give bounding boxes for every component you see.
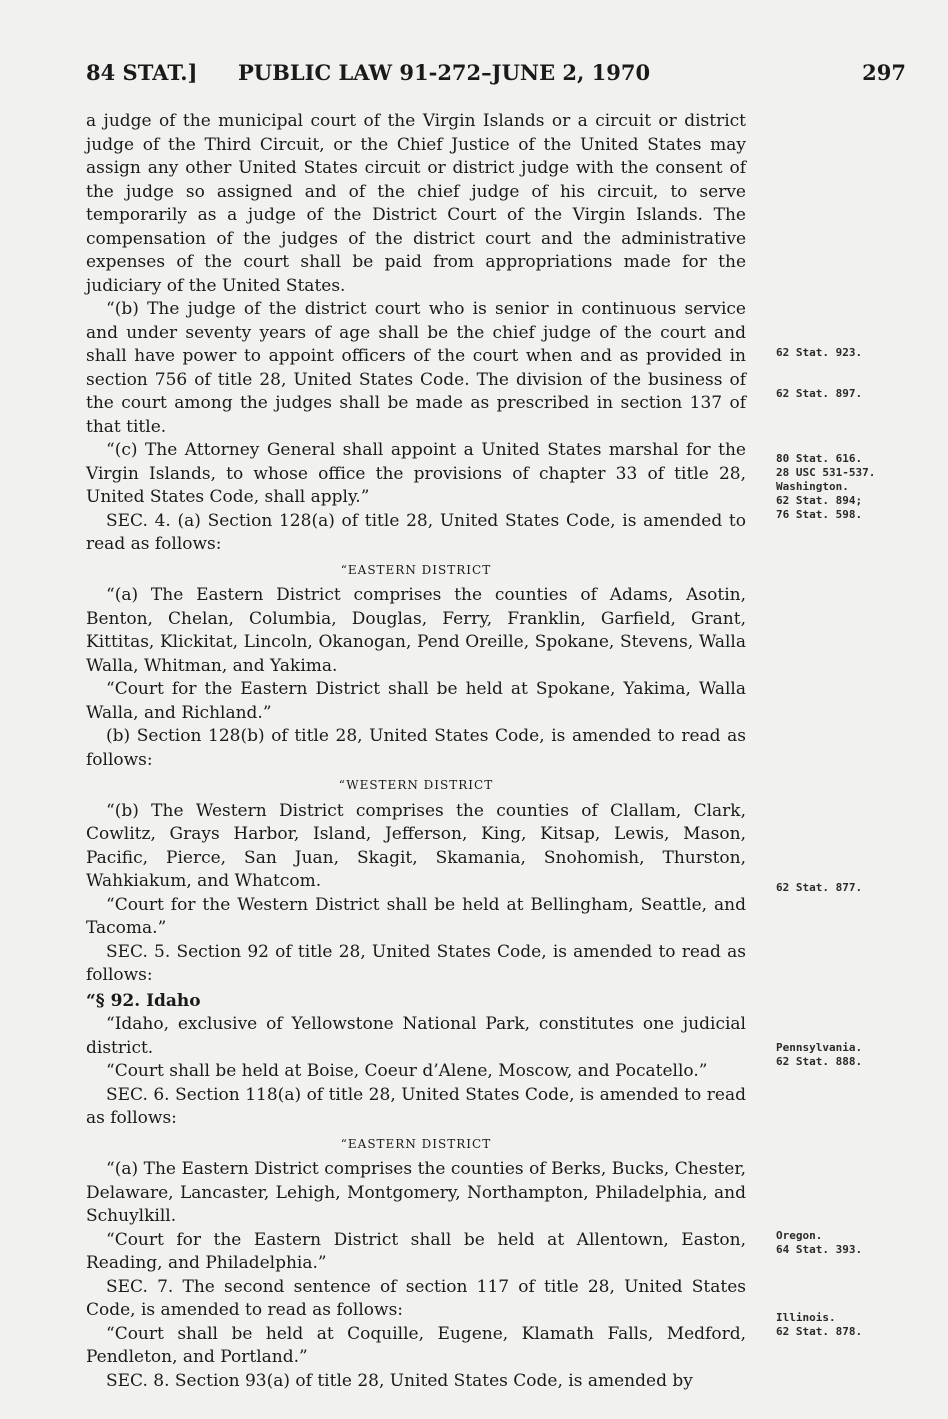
paragraph: “(c) The Attorney General shall appoint a United States marshal for the Virgin Islands, to whose office the provisions of chapter 33 of title 28, United States Code, shall apply.” xyxy=(86,440,746,507)
margin-note xyxy=(776,1311,936,1339)
law-text xyxy=(86,110,746,1393)
margin-note xyxy=(776,346,936,360)
margin-citation: 80 Stat. 616. xyxy=(776,452,863,465)
paragraph: “Court for the Eastern District shall be held at Allentown, Easton, Reading, and Philadelphia.” xyxy=(86,1229,746,1273)
paragraph: “(b) The Western District comprises the counties of Clallam, Clark, Cowlitz, Grays Harbor, Island, Jefferson, King, Kitsap, Lewis, Mason, Pacific, Pierce, San Juan, Skagit, Skamania, Snohomish, Thurston, Wahkiakum, and Whatcom. xyxy=(86,800,746,891)
margin-citation: 28 USC 531-537. xyxy=(776,466,876,479)
margin-citation: 62 Stat. 894; xyxy=(776,494,863,507)
margin-note xyxy=(776,1229,936,1257)
statute-volume: 84 STAT.] xyxy=(86,60,198,85)
paragraph: “Court for the Western District shall be held at Bellingham, Seattle, and Tacoma.” xyxy=(86,894,746,938)
paragraph: (b) Section 128(b) of title 28, United States Code, is amended to read as follows: xyxy=(86,726,746,770)
section-8-paragraph: SEC. 8. Section 93(a) of title 28, United States Code, is amended by xyxy=(106,1370,693,1391)
section-heading-idaho: “§ 92. Idaho xyxy=(86,990,201,1011)
margin-note xyxy=(776,387,936,401)
margin-state: Illinois. xyxy=(776,1311,836,1324)
heading-western-district: “WESTERN DISTRICT xyxy=(338,778,494,792)
paragraph: “Court for the Eastern District shall be held at Spokane, Yakima, Walla Walla, and Richland.” xyxy=(86,679,746,723)
section-7-paragraph: SEC. 7. The second sentence of section 117 of title 28, United States Code, is amended to read as follows: xyxy=(86,1276,746,1320)
paragraph: “(a) The Eastern District comprises the counties of Adams, Asotin, Benton, Chelan, Columbia, Douglas, Ferry, Franklin, Garfield, Grant, Kittitas, Klickitat, Lincoln, Okanogan, Pend Oreille, Spokane, Stevens, Walla Walla, Whitman, and Yakima. xyxy=(86,585,746,676)
margin-citation: 62 Stat. 923. xyxy=(776,346,863,359)
heading-eastern-district: “EASTERN DISTRICT xyxy=(340,562,492,577)
margin-note xyxy=(776,1041,936,1069)
section-5-paragraph: SEC. 5. Section 92 of title 28, United States Code, is amended to read as follows: xyxy=(86,941,746,985)
paragraph: “Idaho, exclusive of Yellowstone National Park, constitutes one judicial district. xyxy=(86,1014,746,1058)
paragraph: “Court shall be held at Coquille, Eugene, Klamath Falls, Medford, Pendleton, and Portland.” xyxy=(86,1323,746,1367)
margin-citation: 76 Stat. 598. xyxy=(776,508,863,521)
margin-note xyxy=(776,881,936,895)
margin-citation: 62 Stat. 897. xyxy=(776,387,863,400)
paragraph: “Court shall be held at Boise, Coeur d’Alene, Moscow, and Pocatello.” xyxy=(106,1061,708,1081)
page-number: 297 xyxy=(862,60,906,85)
section-6-paragraph: SEC. 6. Section 118(a) of title 28, United States Code, is amended to read as follows: xyxy=(86,1084,746,1128)
margin-state: Pennsylvania. xyxy=(776,1041,863,1054)
paragraph: “(a) The Eastern District comprises the counties of Berks, Bucks, Chester, Delaware, Lancaster, Lehigh, Montgomery, Northampton, Philadelphia, and Schuylkill. xyxy=(86,1159,746,1226)
paragraph: a judge of the municipal court of the Virgin Islands or a circuit or district judge of the Third Circuit, or the Chief Justice of the United States may assign any other United States circuit or district judge with the consent of the judge so assigned and of the chief judge of his circuit, to serve temporarily as a judge of the District Court of the Virgin Islands. The compensation of the judges of the district court and the administrative expenses of the court shall be paid from appropriations made for the judiciary of the United States. xyxy=(86,111,746,296)
margin-citation: 62 Stat. 878. xyxy=(776,1325,863,1338)
paragraph: “(b) The judge of the district court who is senior in continuous service and under seventy years of age shall be the chief judge of the court and shall have power to appoint officers of the court when and as provided in section 756 of title 28, United States Code. The division of the business of the court among the judges shall be made as prescribed in section 137 of that title. xyxy=(86,299,746,437)
section-4-paragraph: SEC. 4. (a) Section 128(a) of title 28, United States Code, is amended to read as follows: xyxy=(86,510,746,554)
page-header xyxy=(86,60,906,90)
heading-eastern-district: “EASTERN DISTRICT xyxy=(340,1136,492,1151)
running-title: PUBLIC LAW 91-272–JUNE 2, 1970 xyxy=(238,60,651,85)
margin-state: Washington. xyxy=(776,480,849,493)
margin-state: Oregon. xyxy=(776,1229,823,1242)
margin-note xyxy=(776,452,936,522)
margin-citation: 64 Stat. 393. xyxy=(776,1243,863,1256)
margin-citation: 62 Stat. 888. xyxy=(776,1055,863,1068)
margin-citation: 62 Stat. 877. xyxy=(776,881,863,894)
